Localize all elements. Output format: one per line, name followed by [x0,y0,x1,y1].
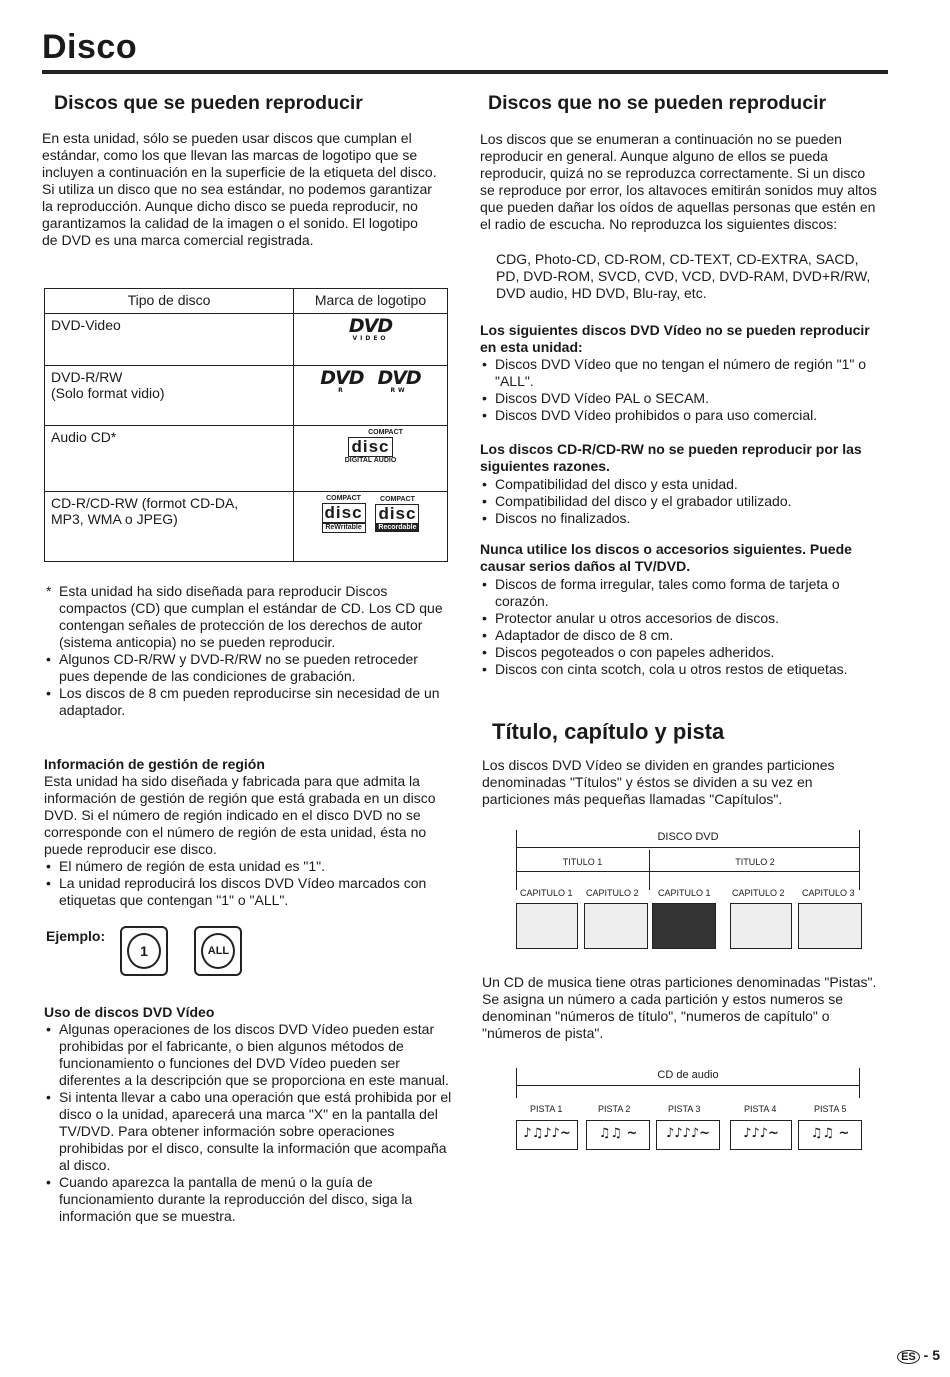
page-number: ES - 5 [897,1347,940,1364]
title-text: Los discos DVD Vídeo se dividen en grandes particiones denominadas "Títulos" y éstos se dividen a su vez en particiones más pequeñas llamadas "Capítulos". [482,757,835,807]
example-label: Ejemplo: [46,928,106,944]
dvd-rrw-logo: DVD R DVD RW [294,366,448,426]
row-dvd-video: DVD-Video [45,314,294,366]
row-dvd-rrw: DVD-R/RW (Solo format vidio) [45,366,294,426]
region-item: • El número de región de esta unidad es "1". [44,858,454,875]
disc-type-table [44,288,448,562]
dvd-not-list [480,356,880,424]
usage-item: • Algunas operaciones de los discos DVD Vídeo pueden estar prohibidas por el fabricante, o bien algunos métodos de funcionamiento o funciones del DVD Vídeo pueden ser diferentes a la descripción que se proporciona en este manual. [44,1021,454,1089]
playable-intro: En esta unidad, sólo se pueden usar discos que cumplan el estándar, como los que llevan las marcas de logotipo que se incluyen a continuación en la superficie de la etiqueta del disco. Si utiliza un disco que no sea estándar, no podemos garantizar la reproducción. Aunque dicho disco se pueda reproducir, no garantizamos la calidad de la imagen o el sonido. El logotipo de DVD es una marca comercial registrada. [42,130,437,248]
dvd-not-heading: Los siguientes discos DVD Vídeo no se pueden reproducir en esta unidad: [480,322,870,355]
page-title: Disco [42,28,138,66]
region-example-logos [120,926,242,981]
disc-list: CDG, Photo-CD, CD-ROM, CD-TEXT, CD-EXTRA, SACD, PD, DVD-ROM, SVCD, CVD, VCD, DVD-RAM, DVD+R/RW, DVD audio, HD DVD, Blu-ray, etc. [496,251,871,301]
chapter-thumbnail [730,903,792,949]
track-box: ♫♫ ~ [798,1120,862,1150]
language-badge: ES [897,1350,920,1364]
usage-heading: Uso de discos DVD Vídeo [44,1004,215,1020]
track-box: ♪♫♪♪~ [516,1120,578,1150]
row-cd-rrw: CD-R/CD-RW (formot CD-DA, MP3, WMA o JPEG) [45,492,294,562]
usage-item: • Si intenta llevar a cabo una operación que está prohibida por el disco o la unidad, aparecerá una marca "X" en la pantalla del TV/DVD. Para obtener información sobre operaciones prohibidas por el disco, consulte la información que acompaña al disco. [44,1089,454,1174]
row-audio-cd: Audio CD* [45,426,294,492]
note-item: • Los discos de 8 cm pueden reproducirse sin necesidad de un adaptador. [44,685,449,719]
track-box: ♪♪♪~ [730,1120,792,1150]
title-chapter-heading: Título, capítulo y pista [492,719,725,744]
region-item: • La unidad reproducirá los discos DVD Vídeo marcados con etiquetas que contengan "1" o "ALL". [44,875,454,909]
dvd-video-logo: DVD VIDEO [294,314,448,366]
track-box: ♪♪♪♪~ [656,1120,720,1150]
chapter-thumbnail [584,903,648,949]
notes-list-2 [44,651,449,719]
never-list [480,576,885,678]
never-item: • Adaptador de disco de 8 cm. [480,627,885,644]
region-text: Esta unidad ha sido diseñada y fabricada para que admita la información de gestión de región que está grabada en un disco DVD. Si el número de región indicado en el disco DVD no se corresponde con el número de región de esta unidad, ésta no puede reproducir ese disco. [44,773,436,857]
cd-not-heading: Los discos CD-R/CD-RW no se pueden reproducir por las siguientes razones. [480,441,862,474]
title-rule [42,70,888,74]
dvd-not-item: • Discos DVD Vídeo que no tengan el número de región "1" o "ALL". [480,356,880,390]
never-item: • Discos pegoteados o con papeles adheridos. [480,644,885,661]
never-heading: Nunca utilice los discos o accesorios siguientes. Puede causar serios daños al TV/DVD. [480,541,852,574]
region-all-icon: ALL [194,926,242,976]
chapter-thumbnail [516,903,578,949]
dvd-not-item: • Discos DVD Vídeo prohibidos o para uso comercial. [480,407,880,424]
col-logo: Marca de logotipo [294,289,448,314]
cd-logo: COMPACT disc DIGITAL AUDIO [294,426,448,492]
cd-rrw-logo: COMPACT disc ReWritable COMPACT disc Recordable [294,492,448,562]
cd-text: Un CD de musica tiene otras particiones denominadas "Pistas". Se asigna un número a cada partición y estos numeros se denominan "números de título", "numeros de capítulo" o "números de pista". [482,974,877,1041]
cd-not-item: • Compatibilidad del disco y esta unidad. [480,476,880,493]
dvd-not-item: • Discos DVD Vídeo PAL o SECAM. [480,390,880,407]
cd-not-list [480,476,880,527]
heading-playable: Discos que se pueden reproducir [54,92,363,114]
track-box: ♫♫ ~ [586,1120,650,1150]
note-item: • Algunos CD-R/RW y DVD-R/RW no se pueden retroceder pues depende de las condiciones de grabación. [44,651,449,685]
usage-list [44,1021,454,1225]
dvd-structure-diagram: DISCO DVD TITULO 1 TITULO 2 CAPITULO 1 CAPITULO 2 CAPITULO 1 CAPITULO 2 CAPITULO 3 [516,830,862,950]
chapter-thumbnail [652,903,716,949]
cd-not-item: • Compatibilidad del disco y el grabador utilizado. [480,493,880,510]
cd-not-item: • Discos no finalizados. [480,510,880,527]
heading-not-playable: Discos que no se pueden reproducir [488,92,827,114]
region-list [44,858,454,909]
never-item: • Discos con cinta scotch, cola u otros restos de etiquetas. [480,661,885,678]
never-item: • Discos de forma irregular, tales como forma de tarjeta o corazón. [480,576,885,610]
chapter-thumbnail [798,903,862,949]
region-heading: Información de gestión de región [44,756,265,772]
cd-structure-diagram: CD de audio PISTA 1 PISTA 2 PISTA 3 PISTA 4 PISTA 5 ♪♫♪♪~ ♫♫ ~ ♪♪♪♪~ ♪♪♪~ ♫♫ ~ [516,1068,862,1152]
not-playable-intro: Los discos que se enumeran a continuación no se pueden reproducir en general. Aunque alguno de ellos se pueda reproducir, quizá no se reproduzca correctamente. Si un disco se reproduce por error, los altavoces emitirán sonidos muy altos que pueden dañar los oídos de aquellas personas que estén en el radio de escucha. No reproduzca los siguientes discos: [480,131,877,232]
region-1-icon: 1 [120,926,168,976]
note-item: * Esta unidad ha sido diseñada para reproducir Discos compactos (CD) que cumplan el estándar de CD. Los CD que contengan señales de protección de los derechos de autor (sistema anticopia) no se pueden reproducir. [44,583,449,651]
notes-list [44,583,449,651]
usage-item: • Cuando aparezca la pantalla de menú o la guía de funcionamiento durante la reproducción del disco, siga la información que se muestra. [44,1174,454,1225]
col-disc-type: Tipo de disco [45,289,294,314]
never-item: • Protector anular u otros accesorios de discos. [480,610,885,627]
